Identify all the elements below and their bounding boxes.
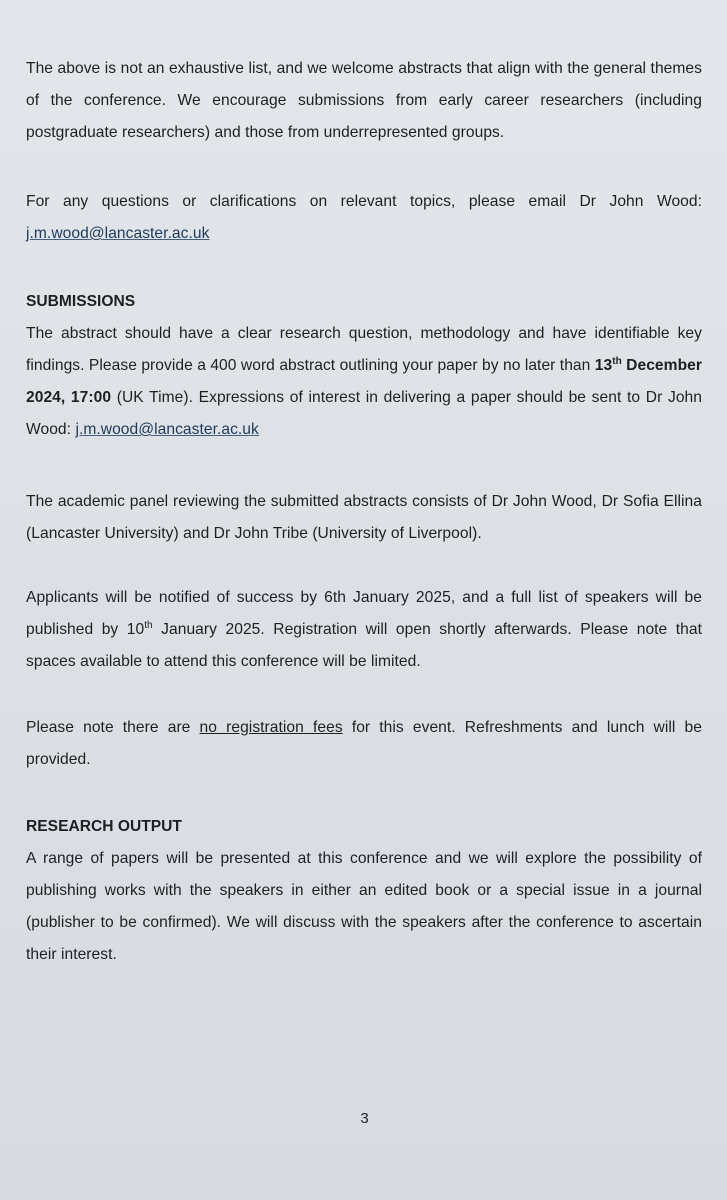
notification-text-1: Applicants will be notified of success by 6th January 2025, and a full list of speakers will be published by 10 [26,589,702,638]
questions-text: For any questions or clarifications on relevant topics, please email Dr John Wood: [26,193,702,210]
notification-paragraph [26,582,702,678]
submissions-email-link[interactable]: j.m.wood@lancaster.ac.uk [75,421,259,438]
notification-text-2: January 2025. Registration will open shortly afterwards. Please note that spaces available to attend this conference will be limited. [26,621,702,670]
notification-superscript: th [144,620,153,631]
fees-paragraph [26,712,702,776]
panel-paragraph [26,486,702,550]
submissions-text-1: The abstract should have a clear research question, methodology and have identifiable key findings. Please provide a 400 word abstract outlining your paper by no later than [26,325,702,374]
fees-text-1: Please note there are [26,719,191,736]
research-output-text: A range of papers will be presented at this conference and we will explore the possibility of publishing works with the speakers in either an edited book or a special issue in a journal (publisher to be confirmed). We will discuss with the speakers after the conference to ascertain their interest. [26,850,702,963]
intro-paragraph [26,53,702,149]
research-output-heading: RESEARCH OUTPUT [26,818,182,835]
fees-text-2: for this event. Refreshments and lunch will be provided. [26,719,702,768]
research-output-paragraph [26,843,702,971]
submissions-heading: SUBMISSIONS [26,293,136,310]
panel-text: The academic panel reviewing the submitted abstracts consists of Dr John Wood, Dr Sofia Ellina (Lancaster University) and Dr John Tribe (University of Liverpool). [26,493,702,542]
deadline-day: 13th December 2024, 17:00 [26,356,702,406]
no-fees-underlined: no registration fees [199,719,343,736]
deadline-date: December 2024, 17:00 [26,357,702,406]
deadline-superscript: th [612,356,622,367]
page-number: 3 [360,1110,369,1127]
submissions-text-2: (UK Time). Expressions of interest in delivering a paper should be sent to Dr John Wood: [26,389,702,438]
questions-email-link[interactable]: j.m.wood@lancaster.ac.uk [26,225,210,242]
questions-paragraph [26,186,702,250]
intro-text: The above is not an exhaustive list, and we welcome abstracts that align with the general themes of the conference. We encourage submissions from early career researchers (including postgraduate researchers) and those from underrepresented groups. [26,60,702,141]
submissions-paragraph [26,318,702,446]
